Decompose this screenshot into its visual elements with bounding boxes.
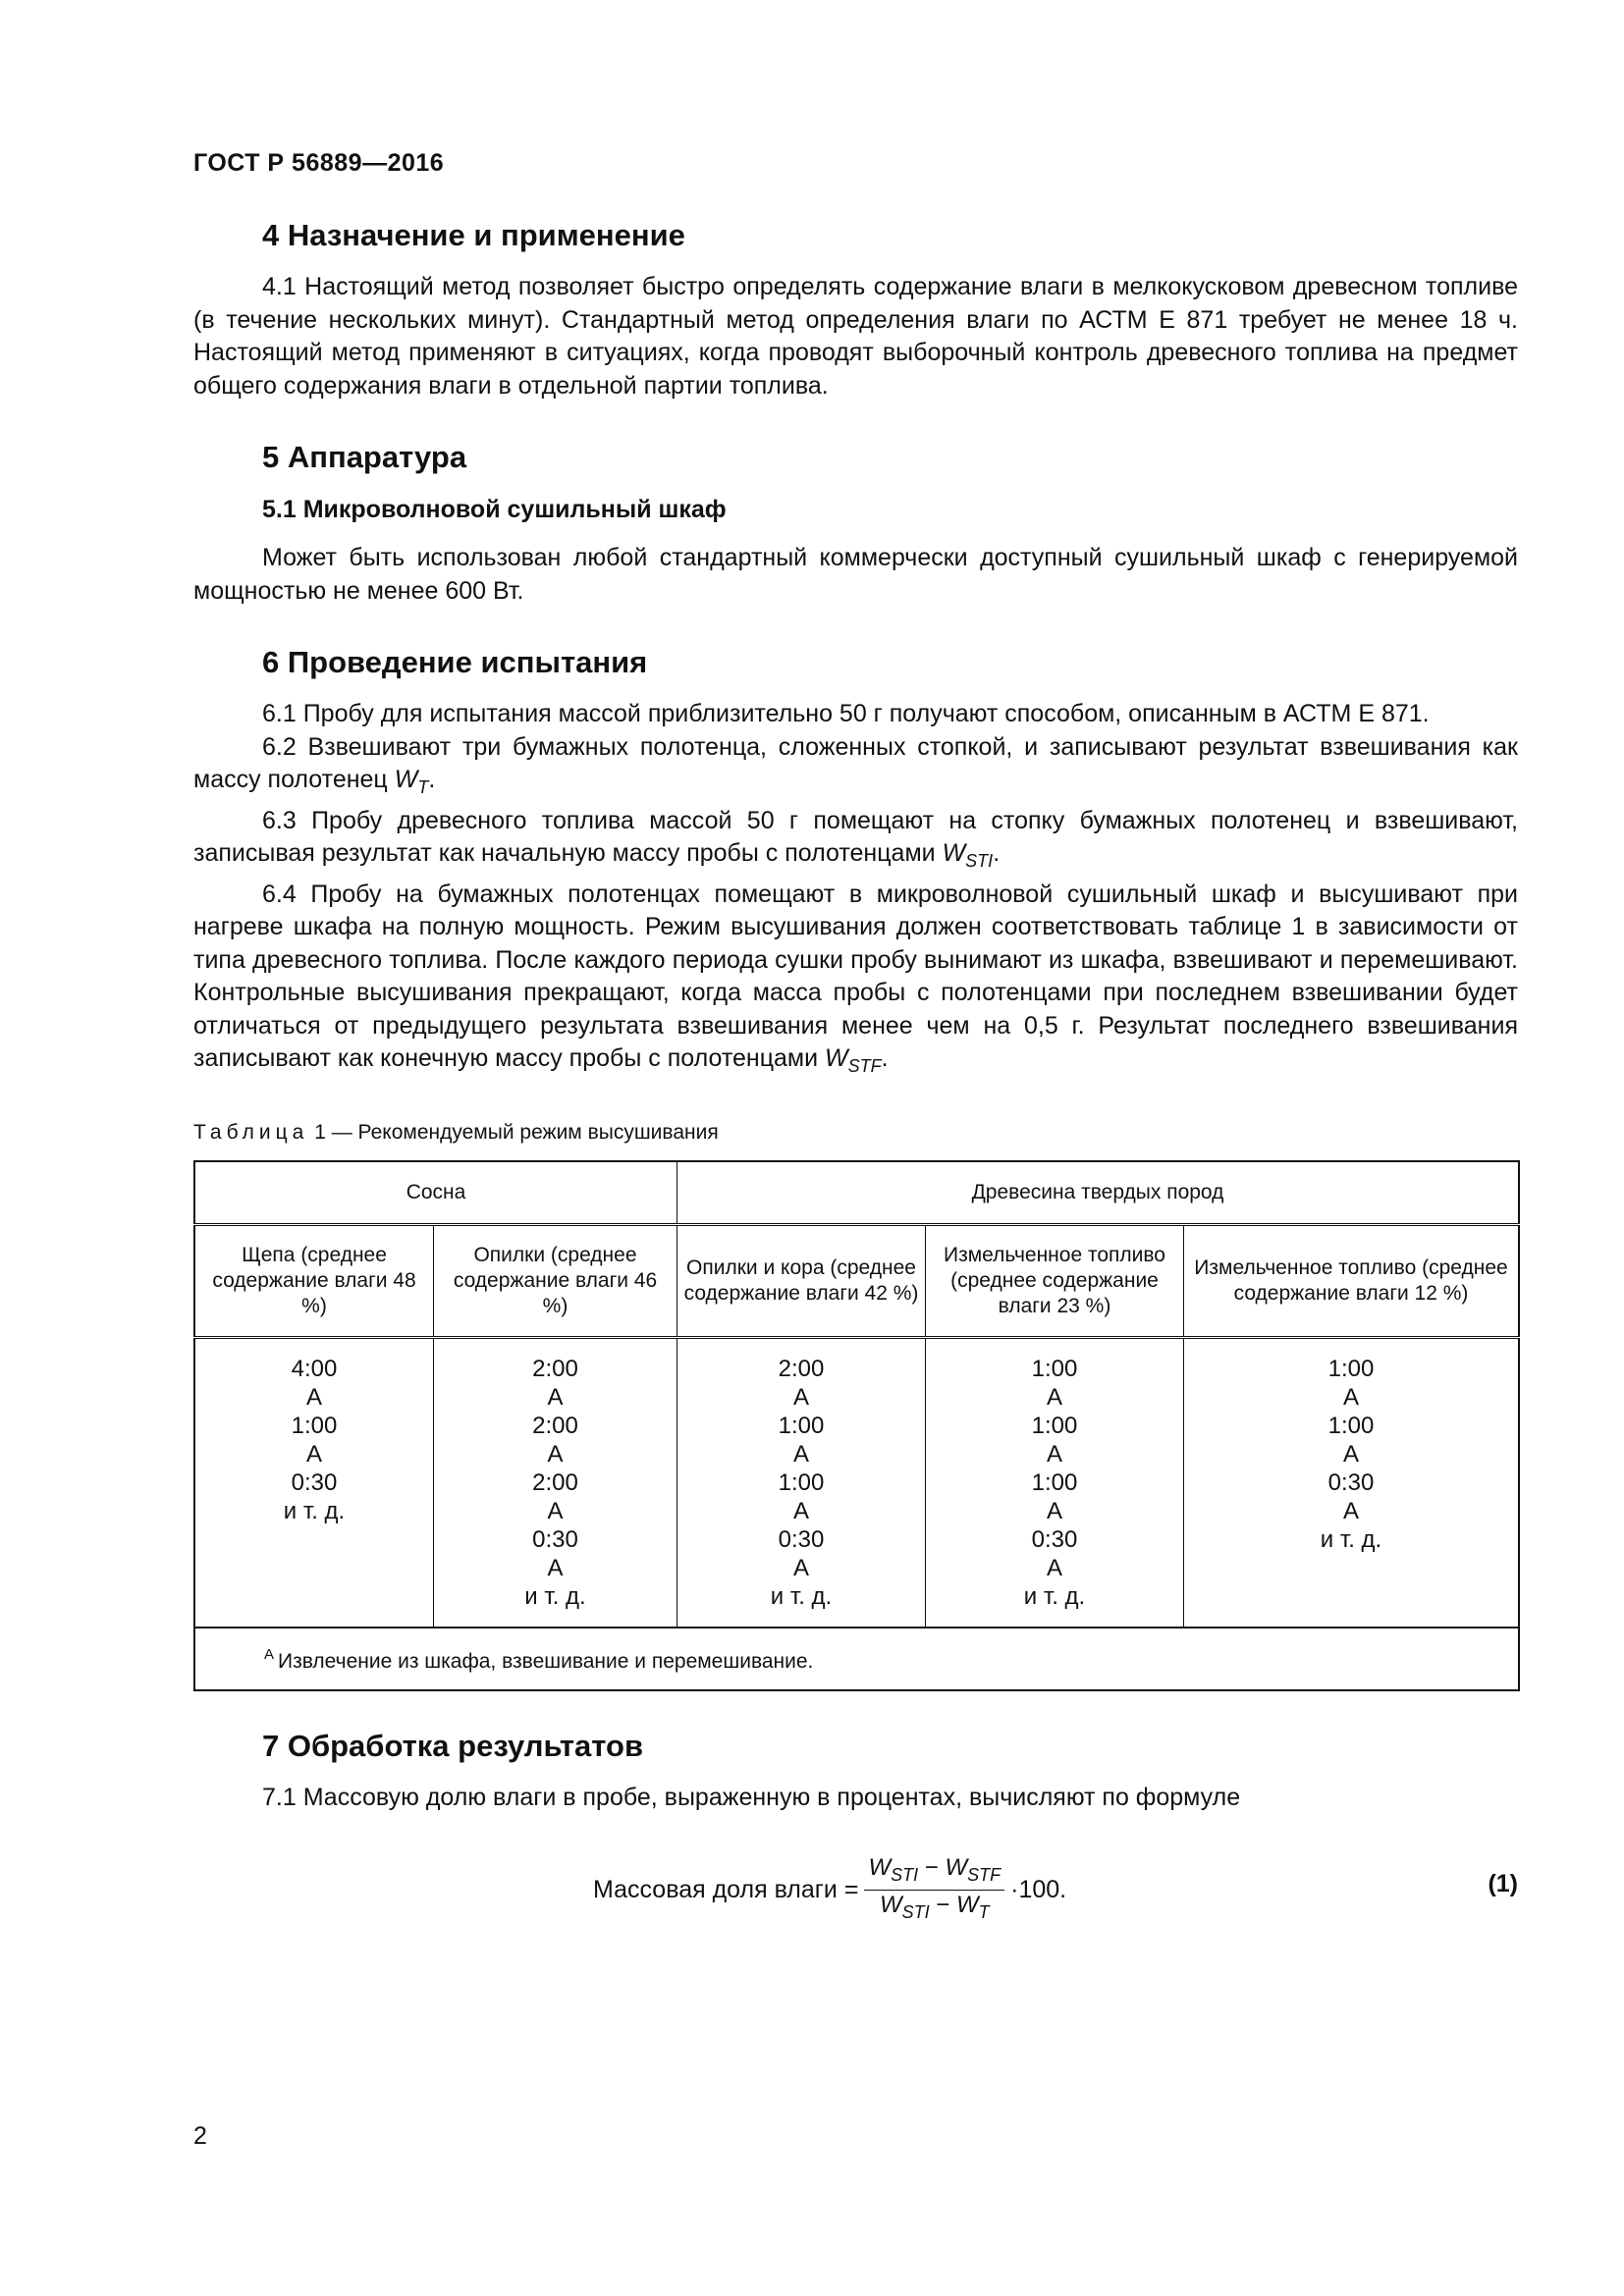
data-value: 1:00 xyxy=(778,1412,825,1439)
table-note-row xyxy=(194,1628,1519,1690)
table-column-row xyxy=(194,1224,1519,1337)
data-cell-col-4 xyxy=(926,1337,1184,1628)
group-header-hardwood: Древесина твердых пород xyxy=(677,1161,1520,1225)
section-4-title: 4 Назначение и применение xyxy=(262,218,685,252)
var-w: W xyxy=(868,1854,892,1881)
data-value: A xyxy=(547,1497,564,1524)
column-header-chips: Щепа (среднее содержание влаги 48 %) xyxy=(194,1224,434,1337)
data-value: A xyxy=(1342,1497,1359,1524)
table-caption-label: Таблица xyxy=(193,1120,309,1144)
data-value: 2:00 xyxy=(778,1355,825,1382)
data-value: A xyxy=(305,1383,322,1411)
column-header-ground-fuel-23: Измельченное топливо (среднее содержание влаги 23 %) xyxy=(926,1224,1184,1337)
footnote-text: Извлечение из шкафа, взвешивание и перемешивание. xyxy=(278,1650,814,1673)
data-value: 0:30 xyxy=(532,1525,578,1553)
period: . xyxy=(428,766,436,793)
section-7-paragraph-1: 7.1 Массовую долю влаги в пробе, выраженную в процентах, вычисляют по формуле xyxy=(262,1783,1241,1811)
data-value: 1:00 xyxy=(1327,1355,1375,1382)
data-value: 0:30 xyxy=(778,1525,825,1553)
var-w: W xyxy=(955,1892,979,1918)
data-value: 2:00 xyxy=(532,1412,578,1439)
period: . xyxy=(993,839,1001,867)
data-cell-col-2 xyxy=(434,1337,677,1628)
table-data-row xyxy=(194,1337,1519,1628)
variable-w: W xyxy=(394,766,418,793)
paragraph-text: 6.3 Пробу древесного топлива массой 50 г помещают на стопку бумажных полотенец и взвешивают, записывая результат как начальную массу пробы с полотенцами xyxy=(193,806,1518,867)
section-5-1-title: 5.1 Микроволновой сушильный шкаф xyxy=(262,496,727,523)
var-w: W xyxy=(945,1854,968,1881)
section-6-paragraph-1: 6.1 Пробу для испытания массой приблизительно 50 г получают способом, описанным в АСТМ Е 871. xyxy=(262,700,1430,727)
data-value: 1:00 xyxy=(1031,1355,1078,1382)
document-body xyxy=(193,206,1518,1942)
data-cell-col-5 xyxy=(1184,1337,1520,1628)
variable-subscript: STF xyxy=(847,1056,882,1076)
section-4-paragraph-1: 4.1 Настоящий метод позволяет быстро определять содержание влаги в мелкокусковом древесном топливе (в течение нескольких минут). Стандартный метод определения влаги по АСТМ Е 871 требует не менее 18 ч. Настоящий метод применяют в ситуациях, когда проводят выборочный контроль древесного топлива на предмет общего содержания влаги в отдельной партии топлива. xyxy=(193,273,1518,400)
column-header-sawdust-bark: Опилки и кора (среднее содержание влаги 42 %) xyxy=(677,1224,926,1337)
variable-w: W xyxy=(825,1044,848,1072)
section-6-title: 6 Проведение испытания xyxy=(262,645,648,679)
section-7-title: 7 Обработка результатов xyxy=(262,1728,644,1763)
data-value: и т. д. xyxy=(1023,1582,1086,1610)
var-subscript: STI xyxy=(901,1902,930,1922)
data-cell-col-3 xyxy=(677,1337,926,1628)
period: . xyxy=(881,1044,889,1072)
data-value: A xyxy=(792,1554,809,1581)
data-value: A xyxy=(1046,1497,1062,1524)
data-value: 0:30 xyxy=(1031,1525,1078,1553)
data-value: A xyxy=(792,1440,809,1468)
table-group-row xyxy=(194,1161,1519,1225)
fraction-numerator xyxy=(864,1853,1004,1890)
variable-subscript: T xyxy=(417,777,429,797)
column-header-sawdust: Опилки (среднее содержание влаги 46 %) xyxy=(434,1224,677,1337)
section-5-paragraph-1: Может быть использован любой стандартный коммерчески доступный сушильный шкаф с генерируемой мощностью не менее 600 Вт. xyxy=(193,544,1518,605)
formula-lhs: Массовая доля влаги = xyxy=(593,1875,859,1903)
data-value: A xyxy=(1342,1383,1359,1411)
section-6-paragraph-3 xyxy=(193,805,1518,879)
data-value: A xyxy=(305,1440,322,1468)
formula-1 xyxy=(193,1843,1518,1942)
section-6-paragraph-2 xyxy=(193,731,1518,805)
section-5-title: 5 Аппаратура xyxy=(262,440,467,474)
data-value: и т. д. xyxy=(770,1582,833,1610)
table-footnote xyxy=(194,1628,1519,1690)
footnote-mark: A xyxy=(264,1646,275,1663)
data-value: A xyxy=(1342,1440,1359,1468)
table-1-caption xyxy=(193,1119,1518,1147)
data-value: 0:30 xyxy=(291,1468,338,1496)
column-header-ground-fuel-12: Измельченное топливо (среднее содержание влаги 12 %) xyxy=(1184,1224,1520,1337)
data-value: A xyxy=(792,1497,809,1524)
data-value: A xyxy=(547,1383,564,1411)
document-header: ГОСТ Р 56889—2016 xyxy=(193,149,445,177)
data-value: A xyxy=(547,1554,564,1581)
minus-sign: − xyxy=(936,1892,950,1918)
data-value: 1:00 xyxy=(1031,1412,1078,1439)
var-subscript: T xyxy=(978,1902,990,1922)
paragraph-text: 6.2 Взвешивают три бумажных полотенца, сложенных стопкой, и записывают результат взвешивания как массу полотенец xyxy=(193,732,1518,793)
formula-rhs: ·100. xyxy=(1010,1875,1067,1903)
data-value: A xyxy=(1046,1383,1062,1411)
formula-number: (1) xyxy=(1488,1870,1518,1897)
data-value: A xyxy=(1046,1554,1062,1581)
data-value: 1:00 xyxy=(291,1412,338,1439)
minus-sign: − xyxy=(924,1854,939,1881)
data-value: 2:00 xyxy=(532,1355,578,1382)
data-value: и т. д. xyxy=(283,1497,346,1524)
var-subscript: STI xyxy=(891,1865,919,1885)
var-subscript: STF xyxy=(967,1865,1001,1885)
data-value: 1:00 xyxy=(1327,1412,1375,1439)
data-value: 0:30 xyxy=(1327,1468,1375,1496)
data-value: 1:00 xyxy=(778,1468,825,1496)
data-value: 2:00 xyxy=(532,1468,578,1496)
section-6-paragraph-4 xyxy=(193,879,1518,1084)
group-header-pine: Сосна xyxy=(194,1161,677,1225)
var-w: W xyxy=(879,1892,902,1918)
formula-fraction xyxy=(864,1853,1004,1927)
data-value: 4:00 xyxy=(291,1355,338,1382)
formula-expression xyxy=(593,1853,1066,1927)
data-value: и т. д. xyxy=(524,1582,586,1610)
data-value: и т. д. xyxy=(1320,1525,1382,1553)
data-value: A xyxy=(547,1440,564,1468)
variable-w: W xyxy=(942,839,966,867)
table-caption-text: 1 — Рекомендуемый режим высушивания xyxy=(314,1120,719,1144)
fraction-denominator xyxy=(876,1891,994,1927)
variable-subscript: STI xyxy=(965,851,994,871)
paragraph-text: 6.4 Пробу на бумажных полотенцах помещают в микроволновой сушильный шкаф и высушивают при нагреве шкафа на полную мощность. Режим высушивания должен соответствовать таблице 1 в зависимости от типа древесного топлива. После каждого периода сушки пробу вынимают из шкафа, взвешивают и перемешивают. Контрольные высушивания прекращают, когда масса пробы с полотенцами при последнем взвешивании будет отличаться от предыдущего результата взвешивания менее чем на 0,5 г. Результат последнего взвешивания записывают как конечную массу пробы с полотенцами xyxy=(193,880,1518,1072)
data-value: A xyxy=(792,1383,809,1411)
page-number: 2 xyxy=(193,2122,207,2150)
data-cell-col-1 xyxy=(194,1337,434,1628)
table-1 xyxy=(193,1160,1520,1691)
data-value: 1:00 xyxy=(1031,1468,1078,1496)
data-value: A xyxy=(1046,1440,1062,1468)
